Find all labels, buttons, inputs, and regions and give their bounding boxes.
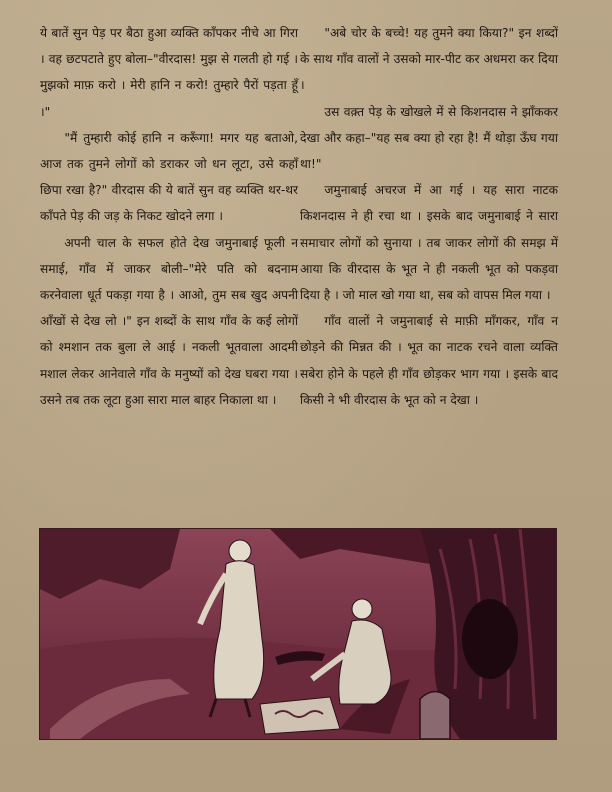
paragraph: "मैं तुम्हारी कोई हानि न करूँगा! मगर यह बताओ, आज तक तुमने लोगों को डराकर जो धन लूटा, उसे कहाँ छिपा रखा है?" वीरदास की ये बातें सुन वह व्यक्ति थर-थर काँपते पेड़ की जड़ के निकट खोदने लगा ।	[40, 130, 298, 224]
paragraph: ये बातें सुन पेड़ पर बैठा हुआ व्यक्ति काँपकर नीचे आ गिरा । वह छटपटाते हुए बोला–"वीरदास! मुझ से गलती हो गई । मुझको माफ़ करो । मेरी हानि न करो! तुम्हारे पैरों पड़ता हूँ ।"	[40, 26, 298, 119]
paragraph: "अबे चोर के बच्चे! यह तुमने क्या किया?" इन शब्दों के साथ गाँव वालों ने उसको मार-पीट कर अधमरा कर दिया ।	[300, 26, 558, 93]
left-text-column	[40, 20, 298, 413]
tree-hollow	[462, 599, 518, 679]
right-text-column	[300, 20, 558, 413]
story-illustration	[39, 528, 557, 740]
paragraph: गाँव वालों ने जमुनाबाई से माफ़ी माँगकर, गाँव न छोड़ने की मिन्नत की । भूत का नाटक रचने वाला व्यक्ति सबेरा होने के पहले ही गाँव छोड़कर भाग गया । इसके बाद किसी ने भी वीरदास के भूत को न देखा ।	[300, 314, 558, 407]
paragraph: अपनी चाल के सफल होते देख जमुनाबाई फूली न समाई, गाँव में जाकर बोली–"मेरे पति को बदनाम करनेवाला धूर्त पकड़ा गया है । आओ, तुम सब खुद अपनी आँखों से देख लो ।" इन शब्दों के साथ गाँव के कई लोगों को श्मशान तक बुला ले आई । नकली भूतवाला आदमी मशाल लेकर आनेवाले गाँव के मनुष्यों को देख घबरा गया । उसने तब तक लूटा हुआ सारा माल बाहर निकाला था ।	[40, 235, 298, 407]
illustration-drawing	[40, 529, 556, 739]
paragraph: उस वक़्त पेड़ के खोखले में से किशनदास ने झाँककर देखा और कहा–"यह सब क्या हो रहा है! मैं थोड़ा ऊँघ गया था!"	[300, 104, 558, 172]
paragraph: जमुनाबाई अचरज में आ गई । यह सारा नाटक किशनदास ने ही रचा था । इसके बाद जमुनाबाई ने सारा समाचार लोगों को सुनाया । तब जाकर लोगों की समझ में आया कि वीरदास के भूत ने ही नकली भूत को पकड़वा दिया है । जो माल खो गया था, सब को वापस मिल गया ।	[300, 183, 558, 303]
tombstone	[420, 692, 450, 740]
cloth-bundle	[260, 697, 340, 734]
